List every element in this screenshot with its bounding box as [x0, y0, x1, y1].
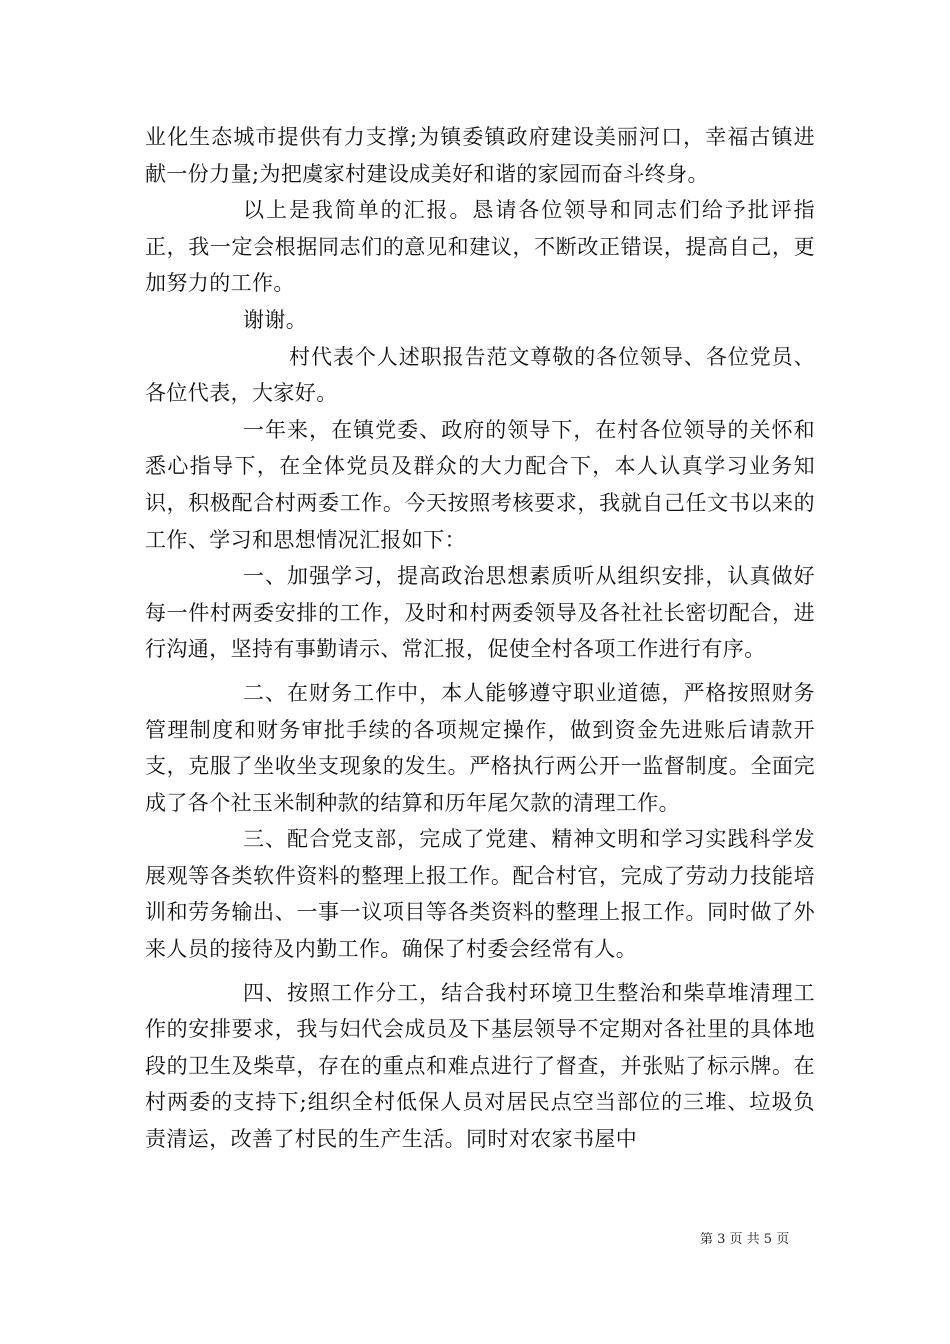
- paragraph-section-three: 三、配合党支部，完成了党建、精神文明和学习实践科学发展观等各类软件资料的整理上报工作。配合村官，完成了劳动力技能培训和劳务输出、一事一议项目等各类资料的整理上报工作。同时做了外来人员的接待及内勤工作。确保了村委会经常有人。: [145, 827, 815, 962]
- page-number-footer: 第 3 页 共 5 页: [700, 1232, 790, 1247]
- paragraph-report-title-greeting: 村代表个人述职报告范文尊敬的各位领导、各位党员、各位代表，大家好。: [145, 344, 815, 406]
- paragraph-continuation: 业化生态城市提供有力支撑;为镇委镇政府建设美丽河口，幸福古镇进献一份力量;为把虞家村建设成美好和谐的家园而奋斗终身。: [145, 125, 815, 186]
- document-body: [145, 119, 815, 1158]
- paragraph-section-one: 一、加强学习，提高政治思想素质听从组织安排，认真做好每一件村两委安排的工作，及时和村两委领导及各社社长密切配合，进行沟通，坚持有事勤请示、常汇报，促使全村各项工作进行有序。: [145, 564, 815, 662]
- paragraph-section-two: 二、在财务工作中，本人能够遵守职业道德，严格按照财务管理制度和财务审批手续的各项规定操作，做到资金先进账后请款开支，克服了坐收坐支现象的发生。严格执行两公开一监督制度。全面完成了各个社玉米制种款的结算和历年尾欠款的清理工作。: [145, 680, 815, 815]
- paragraph-thanks: 谢谢。: [243, 307, 308, 332]
- paragraph-closing-remarks: 以上是我简单的汇报。恳请各位领导和同志们给予批评指正，我一定会根据同志们的意见和建议，不断改正错误，提高自己，更加努力的工作。: [145, 198, 815, 296]
- paragraph-introduction: 一年来，在镇党委、政府的领导下，在村各位领导的关怀和悉心指导下，在全体党员及群众的大力配合下，本人认真学习业务知识，积极配合村两委工作。今天按照考核要求，我就自己任文书以来的工作、学习和思想情况汇报如下：: [145, 417, 815, 552]
- paragraph-section-four: 四、按照工作分工，结合我村环境卫生整治和柴草堆清理工作的安排要求，我与妇代会成员及下基层领导不定期对各社里的具体地段的卫生及柴草，存在的重点和难点进行了督查，并张贴了标示牌。在村两委的支持下;组织全村低保人员对居民点空当部位的三堆、垃圾负责清运，改善了村民的生产生活。同时对农家书屋中: [145, 980, 815, 1152]
